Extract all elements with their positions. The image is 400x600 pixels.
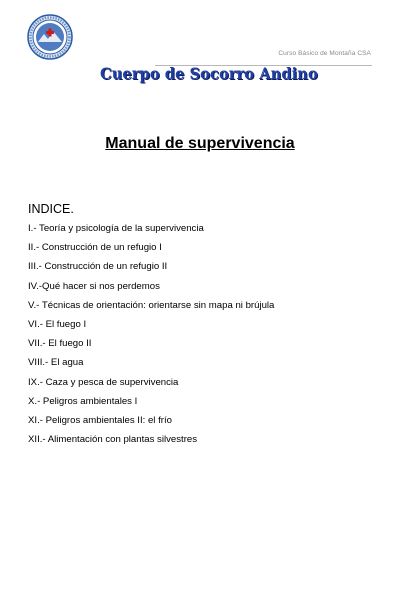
toc-item: III.- Construcción de un refugio II (28, 261, 168, 273)
toc-item: V.- Técnicas de orientación: orientarse sin mapa ni brújula (28, 299, 275, 311)
table-of-contents (28, 223, 274, 453)
index-heading: INDICE. (28, 202, 74, 216)
organization-name-text: Cuerpo de Socorro Andino (100, 64, 318, 83)
toc-item: XII.- Alimentación con plantas silvestres (28, 434, 198, 446)
rescue-cross-emblem-icon (27, 14, 73, 60)
toc-item: X.- Peligros ambientales I (28, 395, 138, 407)
toc-item: VIII.- El agua (28, 357, 84, 369)
toc-item: II.- Construcción de un refugio I (28, 242, 162, 254)
toc-item: VI.- El fuego I (28, 318, 87, 330)
toc-item: VII.- El fuego II (28, 338, 92, 350)
document-title: Manual de supervivencia (105, 135, 295, 152)
toc-item: IV.-Qué hacer si nos perdemos (28, 280, 160, 292)
toc-item: IX.- Caza y pesca de supervivencia (28, 376, 179, 388)
course-label: Curso Básico de Montaña CSA (278, 50, 371, 57)
toc-item: XI.- Peligros ambientales II: el frío (28, 414, 172, 426)
organization-logo-icon (27, 14, 73, 60)
organization-name (100, 64, 318, 86)
toc-item: I.- Teoría y psicología de la supervivencia (28, 223, 204, 234)
